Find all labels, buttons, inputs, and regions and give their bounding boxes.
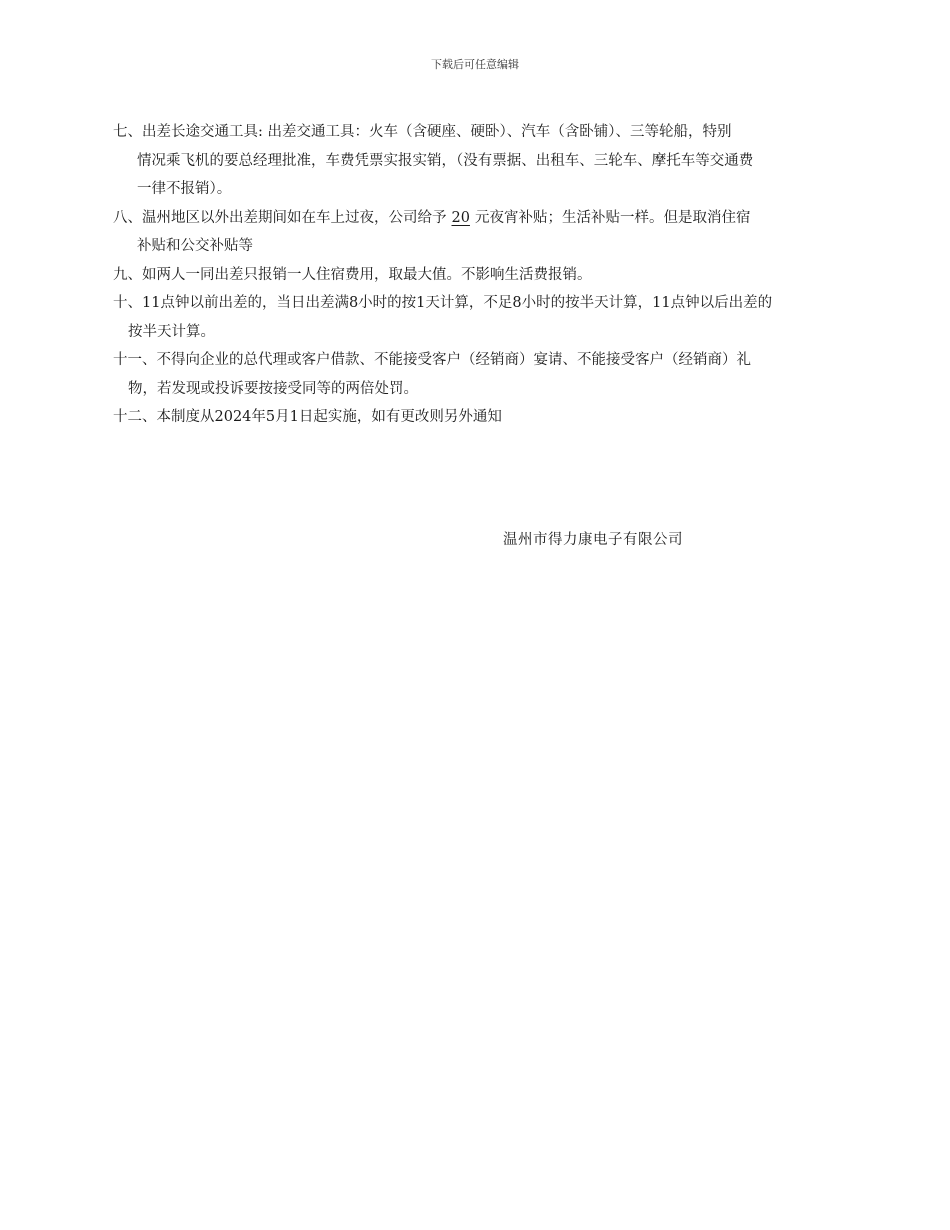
clause-11-line-2: 物，若发现或投诉要按接受同等的两倍处罚。 <box>128 380 418 397</box>
clause-7-line-2: 情况乘飞机的要总经理批准，车费凭票实报实销，（没有票据、出租车、三轮车、摩托车等交通费 <box>137 152 754 169</box>
clause-12-line-1: 十二、本制度从2024年5月1日起实施，如有更改则另外通知 <box>113 409 502 425</box>
clause-8-text-before: 八、温州地区以外出差期间如在车上过夜，公司给予 <box>113 209 447 226</box>
clause-9 <box>113 261 843 290</box>
clause-10-line-1: 十、11点钟以前出差的，当日出差满8小时的按1天计算，不足8小时的按半天计算，11点钟以后出差的 <box>113 295 773 311</box>
clause-8-text-after: 元夜宵补贴；生活补贴一样。但是取消住宿 <box>474 209 751 226</box>
clause-11-line-1: 十一、不得向企业的总代理或客户借款、不能接受客户（经销商）宴请、不能接受客户（经销商）礼 <box>113 352 751 368</box>
clause-12 <box>113 403 843 432</box>
clause-7 <box>113 118 843 204</box>
clause-8-line-1 <box>113 210 750 226</box>
clause-9-line-1: 九、如两人一同出差只报销一人住宿费用，取最大值。不影响生活费报销。 <box>113 266 592 283</box>
clause-8 <box>113 204 843 261</box>
document-body <box>113 118 843 432</box>
company-signature: 温州市得力康电子有限公司 <box>503 532 683 548</box>
clause-8-line-2: 补贴和公交补贴等 <box>137 238 253 254</box>
clause-7-line-3: 一律不报销）。 <box>137 181 232 197</box>
clause-10-line-2: 按半天计算。 <box>128 323 215 340</box>
night-snack-allowance-value: 20 <box>451 209 470 226</box>
clause-7-line-1: 七、出差长途交通工具: 出差交通工具：火车（含硬座、硬卧）、汽车（含卧铺）、三等轮船，特别 <box>113 124 732 140</box>
clause-11 <box>113 346 843 403</box>
header-note: 下载后可任意编辑 <box>431 58 519 71</box>
clause-10 <box>113 289 843 346</box>
